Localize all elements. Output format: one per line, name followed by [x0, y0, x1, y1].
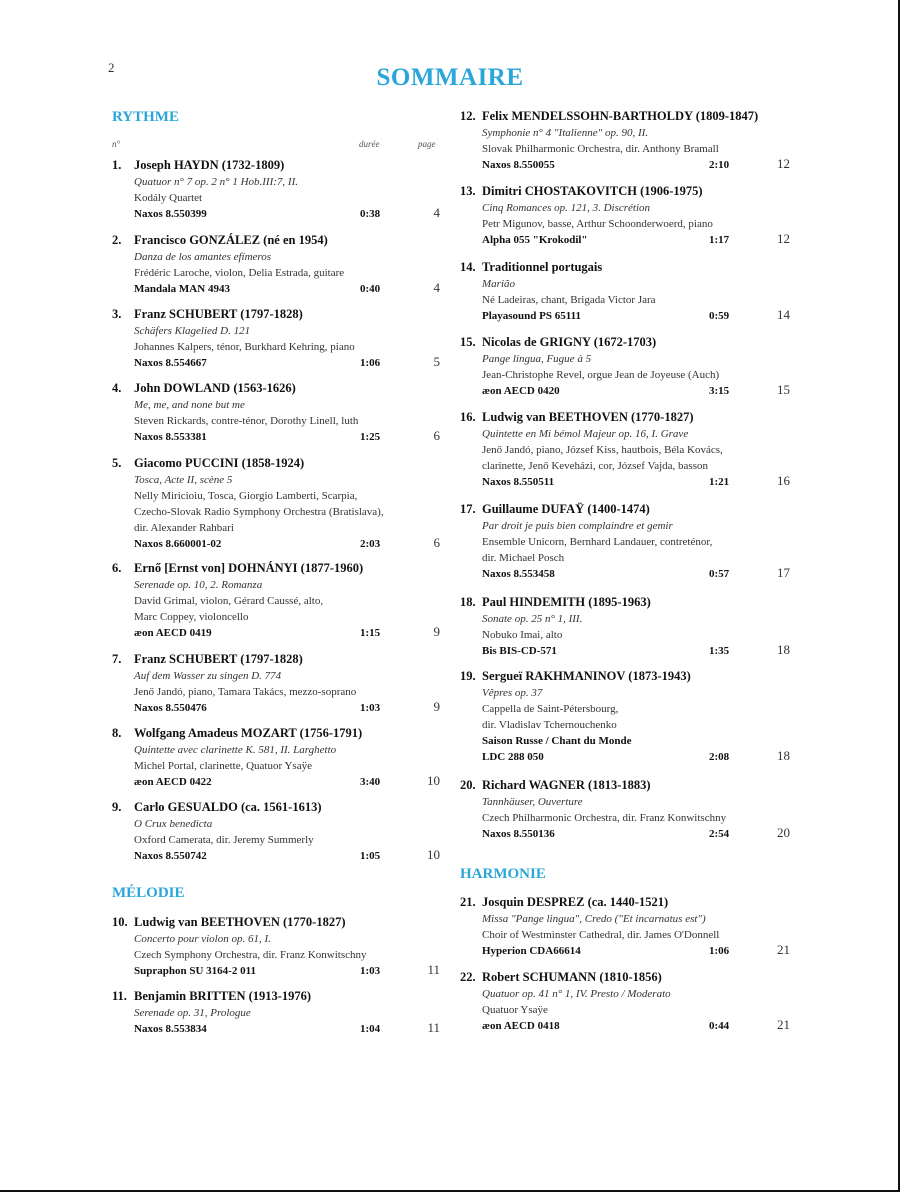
entry-composer: Carlo GESUALDO (ca. 1561-1613) — [134, 800, 322, 814]
entry-heading — [112, 157, 440, 174]
entry-performers: Czech Symphony Orchestra, dir. Franz Konwitschny — [134, 949, 367, 961]
entry-composer: Ludwig van BEETHOVEN (1770-1827) — [482, 410, 694, 424]
entry-page[interactable]: 10 — [427, 773, 440, 788]
entry-number: 18. — [460, 595, 476, 609]
toc-entry — [112, 651, 440, 717]
entry-number: 6. — [112, 561, 122, 575]
entry-page[interactable]: 15 — [777, 382, 790, 397]
entry-page[interactable]: 20 — [777, 825, 790, 840]
toc-entry — [112, 232, 440, 298]
entry-duration: 0:38 — [360, 208, 381, 220]
entry-performers: Johannes Kalpers, ténor, Burkhard Kehring, piano — [134, 341, 355, 353]
toc-entry — [112, 380, 440, 446]
entry-label: Mandala MAN 4943 — [134, 283, 230, 295]
toc-entry — [112, 725, 440, 791]
entry-number: 11. — [112, 989, 127, 1003]
entry-composer: Joseph HAYDN (1732-1809) — [134, 158, 285, 172]
entry-heading — [112, 380, 440, 397]
entry-page[interactable]: 21 — [777, 1017, 790, 1032]
entry-performers: Jenő Jandó, piano, József Kiss, hautbois, Béla Kovács, — [482, 444, 723, 456]
entry-page[interactable]: 14 — [777, 307, 790, 322]
entry-heading — [112, 651, 440, 668]
column-header-number: n° — [112, 139, 121, 149]
entry-duration: 1:15 — [360, 627, 381, 639]
entry-performers: Ensemble Unicorn, Bernhard Landauer, contreténor, — [482, 536, 713, 548]
entry-page[interactable]: 21 — [777, 942, 790, 957]
entry-label: Bis BIS-CD-571 — [482, 645, 557, 657]
entry-heading — [460, 777, 790, 794]
entry-page[interactable]: 6 — [433, 428, 440, 443]
entry-composer: Franz SCHUBERT (1797-1828) — [134, 307, 303, 321]
entry-label: æon AECD 0418 — [482, 1020, 560, 1032]
toc-entry — [112, 560, 440, 642]
entry-footer — [460, 943, 790, 960]
entry-work: Schäfers Klagelied D. 121 — [134, 325, 251, 337]
entry-duration: 3:40 — [360, 776, 381, 788]
entry-duration: 0:59 — [709, 310, 730, 322]
toc-entry — [460, 108, 790, 174]
entry-performers: dir. Vladislav Tchernouchenko — [482, 719, 617, 731]
entry-page[interactable]: 10 — [427, 847, 440, 862]
entry-label: æon AECD 0419 — [134, 627, 212, 639]
entry-work: Tannhäuser, Ouverture — [482, 796, 583, 808]
entry-duration: 0:44 — [709, 1020, 730, 1032]
toc-entry — [460, 183, 790, 249]
entry-page[interactable]: 4 — [433, 205, 440, 220]
entry-footer — [112, 206, 440, 223]
entry-label: æon AECD 0422 — [134, 776, 212, 788]
entry-work: Missa "Pange lingua", Credo ("Et incarnatus est") — [482, 913, 706, 925]
entry-number: 17. — [460, 502, 476, 516]
entry-duration: 1:05 — [360, 850, 381, 862]
entry-label: Naxos 8.554667 — [134, 357, 207, 369]
entry-performers: Petr Migunov, basse, Arthur Schoonderwoerd, piano — [482, 218, 713, 230]
entry-work: Serenade op. 31, Prologue — [134, 1007, 251, 1019]
entry-heading — [460, 894, 790, 911]
entry-work: Par droit je puis bien complaindre et gemir — [482, 520, 673, 532]
entry-number: 2. — [112, 233, 122, 247]
section-title-harmonie: HARMONIE — [460, 866, 546, 882]
entry-composer: Ludwig van BEETHOVEN (1770-1827) — [134, 915, 346, 929]
entry-duration: 2:54 — [709, 828, 730, 840]
entry-heading — [112, 560, 440, 577]
entry-page[interactable]: 17 — [777, 565, 790, 580]
entry-number: 16. — [460, 410, 476, 424]
entry-duration: 2:03 — [360, 538, 381, 550]
toc-entry — [112, 988, 440, 1038]
entry-page[interactable]: 9 — [433, 624, 440, 639]
toc-entry — [460, 334, 790, 400]
entry-page[interactable]: 18 — [777, 748, 790, 763]
toc-entry — [460, 894, 790, 960]
entry-work: O Crux benedicta — [134, 818, 213, 830]
entry-heading — [460, 334, 790, 351]
entry-performers: Marc Coppey, violoncello — [134, 611, 249, 623]
entry-footer — [460, 232, 790, 249]
entry-footer — [460, 157, 790, 174]
entry-page[interactable]: 18 — [777, 642, 790, 657]
entry-duration: 1:04 — [360, 1023, 381, 1035]
entry-label: Naxos 8.660001-02 — [134, 538, 222, 550]
entry-label: Supraphon SU 3164-2 011 — [134, 965, 256, 977]
entry-work: Marião — [482, 278, 515, 290]
toc-entry — [112, 799, 440, 865]
section-title-melodie: MÉLODIE — [112, 885, 185, 901]
toc-entry — [112, 455, 440, 553]
toc-entry — [460, 777, 790, 843]
entry-work: Pange lingua, Fugue à 5 — [482, 353, 592, 365]
page-title: SOMMAIRE — [376, 64, 524, 91]
entry-heading — [112, 799, 440, 816]
entry-number: 8. — [112, 726, 122, 740]
entry-footer — [112, 355, 440, 372]
toc-entry — [460, 501, 790, 583]
toc-entry — [460, 409, 790, 491]
entry-performers: Nelly Miricioiu, Tosca, Giorgio Lamberti, Scarpia, — [134, 490, 358, 502]
entry-heading — [460, 501, 790, 518]
entry-performers: Kodály Quartet — [134, 192, 203, 204]
entry-footer — [112, 848, 440, 865]
entry-number: 21. — [460, 895, 476, 909]
entry-composer: Josquin DESPREZ (ca. 1440-1521) — [482, 895, 669, 909]
entry-work: Auf dem Wasser zu singen D. 774 — [134, 670, 282, 682]
toc-entry — [460, 668, 790, 766]
entry-label-extra: Saison Russe / Chant du Monde — [482, 735, 632, 747]
entry-performers: Frédéric Laroche, violon, Delia Estrada, guitare — [134, 267, 345, 279]
entry-page[interactable]: 11 — [427, 1020, 440, 1035]
entry-performers: David Grimal, violon, Gérard Caussé, alto, — [134, 595, 324, 607]
entry-composer: Ernő [Ernst von] DOHNÁNYI (1877-1960) — [134, 561, 364, 575]
entry-composer: Benjamin BRITTEN (1913-1976) — [134, 989, 312, 1003]
entry-number: 15. — [460, 335, 476, 349]
entry-work: Serenade op. 10, 2. Romanza — [134, 579, 263, 591]
entry-work: Quintette en Mi bémol Majeur op. 16, I. Grave — [482, 428, 689, 440]
entry-performers: Quatuor Ysaÿe — [482, 1004, 548, 1016]
entry-duration: 1:35 — [709, 645, 730, 657]
entry-performers: Nobuko Imai, alto — [482, 629, 563, 641]
entry-composer: Franz SCHUBERT (1797-1828) — [134, 652, 303, 666]
entry-performers: Steven Rickards, contre-ténor, Dorothy Linell, luth — [134, 415, 359, 427]
entry-footer — [460, 749, 790, 766]
entry-work: Me, me, and none but me — [134, 399, 245, 411]
entry-label: LDC 288 050 — [482, 751, 544, 763]
entry-heading — [460, 594, 790, 611]
entry-number: 12. — [460, 109, 476, 123]
entry-label: Naxos 8.553381 — [134, 431, 207, 443]
entry-duration: 1:25 — [360, 431, 381, 443]
entry-work: Concerto pour violon op. 61, I. — [134, 933, 271, 945]
entry-work: Quatuor op. 41 n° 1, IV. Presto / Moderato — [482, 988, 671, 1000]
entry-duration: 2:08 — [709, 751, 730, 763]
entry-footer — [460, 383, 790, 400]
entry-heading — [460, 108, 790, 125]
entry-number: 3. — [112, 307, 122, 321]
entry-performers: dir. Alexander Rahbari — [134, 522, 234, 534]
entry-page[interactable]: 6 — [433, 535, 440, 550]
column-header-page: page — [418, 139, 436, 149]
entry-heading — [112, 306, 440, 323]
entry-performers: Michel Portal, clarinette, Quatuor Ysaÿe — [134, 760, 312, 772]
entry-performers: Czecho-Slovak Radio Symphony Orchestra (Bratislava), — [134, 506, 384, 518]
entry-composer: Sergueï RAKHMANINOV (1873-1943) — [482, 669, 691, 683]
entry-composer: Robert SCHUMANN (1810-1856) — [482, 970, 662, 984]
entry-composer: Guillaume DUFAŸ (1400-1474) — [482, 502, 650, 516]
entry-page[interactable]: 5 — [433, 354, 440, 369]
entry-footer — [460, 826, 790, 843]
entry-number: 1. — [112, 158, 122, 172]
entry-duration: 1:06 — [709, 945, 730, 957]
entry-footer — [460, 474, 790, 491]
entry-footer — [112, 625, 440, 642]
entry-number: 5. — [112, 456, 122, 470]
entry-number: 13. — [460, 184, 476, 198]
entry-label: Naxos 8.550136 — [482, 828, 555, 840]
entry-footer — [460, 643, 790, 660]
entry-duration: 0:57 — [709, 568, 730, 580]
entry-footer — [112, 700, 440, 717]
entry-performers: Slovak Philharmonic Orchestra, dir. Anthony Bramall — [482, 143, 719, 155]
entry-composer: Francisco GONZÁLEZ (né en 1954) — [134, 233, 328, 247]
entry-work: Quatuor n° 7 op. 2 n° 1 Hob.III:7, II. — [134, 176, 299, 188]
entry-number: 20. — [460, 778, 476, 792]
column-header-duration: durée — [359, 139, 380, 149]
entry-footer — [460, 566, 790, 583]
entry-performers: Choir of Westminster Cathedral, dir. James O'Donnell — [482, 929, 720, 941]
entry-composer: Wolfgang Amadeus MOZART (1756-1791) — [134, 726, 363, 740]
entry-composer: Nicolas de GRIGNY (1672-1703) — [482, 335, 657, 349]
toc-entry — [112, 157, 440, 223]
entry-performers: Oxford Camerata, dir. Jeremy Summerly — [134, 834, 314, 846]
entry-composer: Dimitri CHOSTAKOVITCH (1906-1975) — [482, 184, 703, 198]
entry-duration: 1:17 — [709, 234, 730, 246]
entry-footer — [112, 963, 440, 980]
entry-duration: 0:40 — [360, 283, 381, 295]
entry-duration: 1:03 — [360, 702, 381, 714]
entry-label: Naxos 8.553834 — [134, 1023, 207, 1035]
entry-composer: John DOWLAND (1563-1626) — [134, 381, 296, 395]
entry-label: Naxos 8.550399 — [134, 208, 207, 220]
entry-label: Naxos 8.553458 — [482, 568, 555, 580]
entry-label: Naxos 8.550742 — [134, 850, 207, 862]
entry-performers: Jean-Christophe Revel, orgue Jean de Joyeuse (Auch) — [482, 369, 720, 381]
entry-performers: dir. Michael Posch — [482, 552, 565, 564]
toc-entry — [460, 259, 790, 325]
entry-heading — [112, 232, 440, 249]
entry-heading — [460, 969, 790, 986]
entry-label: æon AECD 0420 — [482, 385, 560, 397]
entry-composer: Giacomo PUCCINI (1858-1924) — [134, 456, 305, 470]
entry-footer — [112, 281, 440, 298]
entry-heading — [460, 668, 790, 685]
entry-number: 4. — [112, 381, 122, 395]
toc-entry — [460, 594, 790, 660]
entry-page[interactable]: 12 — [777, 231, 790, 246]
entry-footer — [460, 308, 790, 325]
entry-number: 9. — [112, 800, 122, 814]
entry-number: 7. — [112, 652, 122, 666]
entry-heading — [460, 409, 790, 426]
entry-label: Naxos 8.550511 — [482, 476, 555, 488]
entry-performers: Jenő Jandó, piano, Tamara Takács, mezzo-soprano — [134, 686, 357, 698]
entry-page[interactable]: 9 — [433, 699, 440, 714]
entry-footer — [112, 536, 440, 553]
entry-composer: Paul HINDEMITH (1895-1963) — [482, 595, 651, 609]
entry-composer: Traditionnel portugais — [482, 260, 603, 274]
entry-performers: Czech Philharmonic Orchestra, dir. Franz Konwitschny — [482, 812, 727, 824]
entry-number: 19. — [460, 669, 476, 683]
entry-footer — [112, 429, 440, 446]
page-number: 2 — [108, 60, 115, 75]
entry-label: Naxos 8.550055 — [482, 159, 555, 171]
toc-entry — [112, 914, 440, 980]
entry-work: Cinq Romances op. 121, 3. Discrétion — [482, 202, 651, 214]
entry-duration: 1:03 — [360, 965, 381, 977]
entry-heading — [112, 914, 440, 931]
entry-heading — [112, 455, 440, 472]
entry-page[interactable]: 4 — [433, 280, 440, 295]
entry-heading — [112, 988, 440, 1005]
entry-work: Danza de los amantes efímeros — [134, 251, 272, 263]
toc-entry — [460, 969, 790, 1035]
entry-work: Vêpres op. 37 — [482, 687, 543, 699]
section-title-rythme: RYTHME — [112, 109, 179, 125]
entry-duration: 2:10 — [709, 159, 730, 171]
entry-label: Naxos 8.550476 — [134, 702, 207, 714]
entry-composer: Richard WAGNER (1813-1883) — [482, 778, 651, 792]
entry-footer — [112, 774, 440, 791]
entry-duration: 1:21 — [709, 476, 730, 488]
entry-number: 14. — [460, 260, 476, 274]
entry-number: 22. — [460, 970, 476, 984]
entry-work: Quintette avec clarinette K. 581, II. Larghetto — [134, 744, 337, 756]
entry-performers: Né Ladeiras, chant, Brigada Victor Jara — [482, 294, 656, 306]
entry-heading — [112, 725, 440, 742]
entry-label: Hyperion CDA66614 — [482, 945, 581, 957]
entry-duration: 3:15 — [709, 385, 730, 397]
entry-duration: 1:06 — [360, 357, 381, 369]
entry-page[interactable]: 12 — [777, 156, 790, 171]
entry-number: 10. — [112, 915, 128, 929]
entry-performers: Cappella de Saint-Pétersbourg, — [482, 703, 619, 715]
entry-work: Tosca, Acte II, scène 5 — [134, 474, 233, 486]
entry-page[interactable]: 11 — [427, 962, 440, 977]
entry-composer: Felix MENDELSSOHN-BARTHOLDY (1809-1847) — [482, 109, 759, 123]
entry-heading — [460, 183, 790, 200]
toc-entry — [112, 306, 440, 372]
entry-label: Playasound PS 65111 — [482, 310, 582, 322]
entry-performers: clarinette, Jenő Keveházi, cor, József Vajda, basson — [482, 460, 708, 472]
entry-heading — [460, 259, 790, 276]
entry-footer — [112, 1021, 440, 1038]
entry-label: Alpha 055 "Krokodil" — [482, 234, 588, 246]
entry-page[interactable]: 16 — [777, 473, 790, 488]
entry-work: Symphonie n° 4 "Italienne" op. 90, II. — [482, 127, 649, 139]
entry-work: Sonate op. 25 n° 1, III. — [482, 613, 583, 625]
entry-footer — [460, 1018, 790, 1035]
